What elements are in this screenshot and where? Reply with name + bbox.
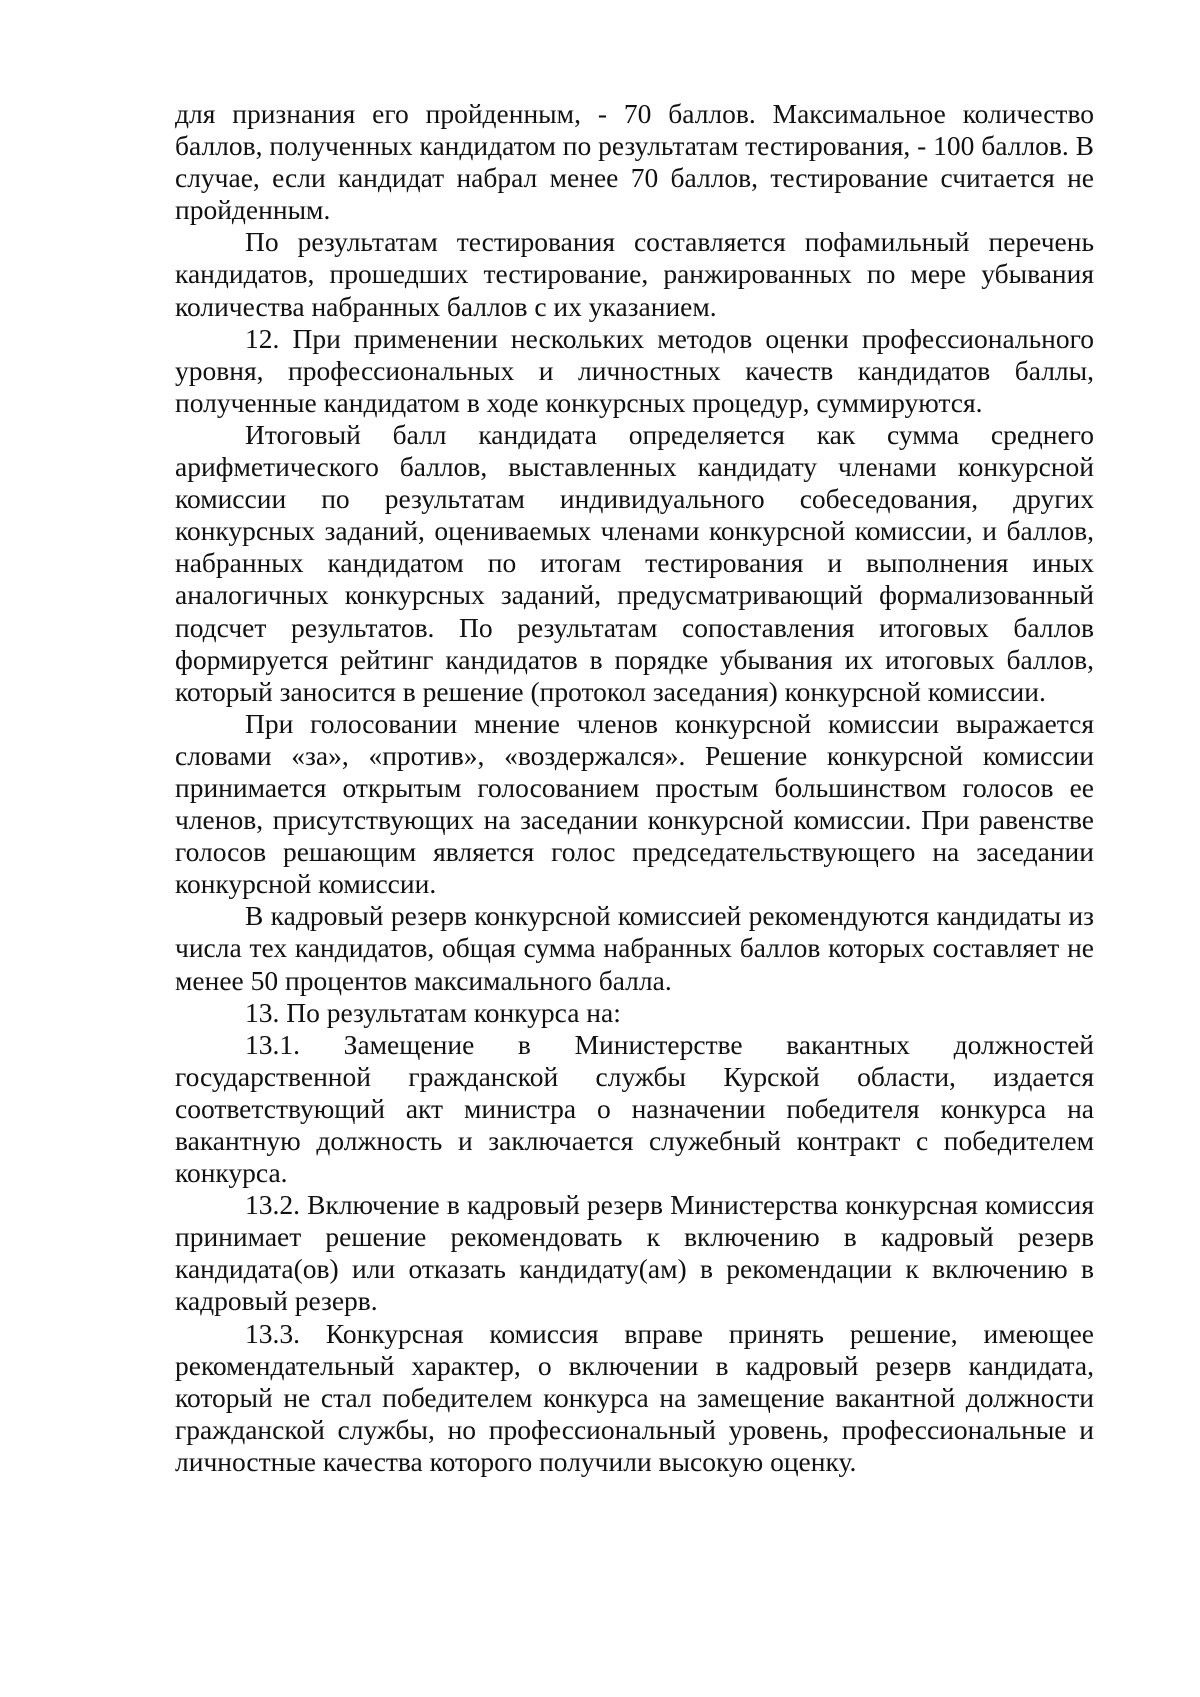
paragraph-13: 13. По результатам конкурса на: [245, 996, 621, 1028]
paragraph-reserve: В кадровый резерв конкурсной комиссией рекомендуются кандидаты из числа тех кандидатов, общая сумма набранных баллов которых составляет не менее 50 процентов максимального балла. [175, 900, 1094, 996]
paragraph-13-3: 13.3. Конкурсная комиссия вправе принять решение, имеющее рекомендательный характер, о включении в кадровый резерв кандидата, который не стал победителем конкурса на замещение вакантной должности гражданской службы, но профессиональный уровень, профессиональные и личностные качества которого получили высокую оценку. [175, 1317, 1094, 1477]
paragraph-12: 12. При применении нескольких методов оценки профессионального уровня, профессиональных и личностных качеств кандидатов баллы, полученные кандидатом в ходе конкурсных процедур, суммируются. [175, 322, 1094, 418]
paragraph-voting: При голосовании мнение членов конкурсной комиссии выражается словами «за», «против», «воздержался». Решение конкурсной комиссии принимается открытым голосованием простым большинством голосов ее членов, присутствующих на заседании конкурсной комиссии. При равенстве голосов решающим является голос председательствующего на заседании конкурсной комиссии. [175, 707, 1094, 900]
paragraph-13-2: 13.2. Включение в кадровый резерв Министерства конкурсная комиссия принимает решение рекомендовать к включению в кадровый резерв кандидата(ов) или отказать кандидату(ам) в рекомендации к включению в кадровый резерв. [175, 1189, 1094, 1317]
paragraph-testing-list: По результатам тестирования составляется пофамильный перечень кандидатов, прошедших тестирование, ранжированных по мере убывания количества набранных баллов с их указанием. [175, 226, 1094, 322]
document-body [175, 98, 1094, 1478]
paragraph-final-score: Итоговый балл кандидата определяется как сумма среднего арифметического баллов, выставленных кандидату членами конкурсной комиссии по результатам индивидуального собеседования, других конкурсных заданий, оцениваемых членами конкурсной комиссии, и баллов, набранных кандидатом по итогам тестирования и выполнения иных аналогичных конкурсных заданий, предусматривающий формализованный подсчет результатов. По результатам сопоставления итоговых баллов формируется рейтинг кандидатов в порядке убывания их итоговых баллов, который заносится в решение (протокол заседания) конкурсной комиссии. [175, 418, 1094, 707]
paragraph-continuation: для признания его пройденным, - 70 баллов. Максимальное количество баллов, полученных кандидатом по результатам тестирования, - 100 баллов. В случае, если кандидат набрал менее 70 баллов, тестирование считается не пройденным. [175, 98, 1094, 226]
paragraph-13-1: 13.1. Замещение в Министерстве вакантных должностей государственной гражданской службы Курской области, издается соответствующий акт министра о назначении победителя конкурса на вакантную должность и заключается служебный контракт с победителем конкурса. [175, 1028, 1094, 1189]
